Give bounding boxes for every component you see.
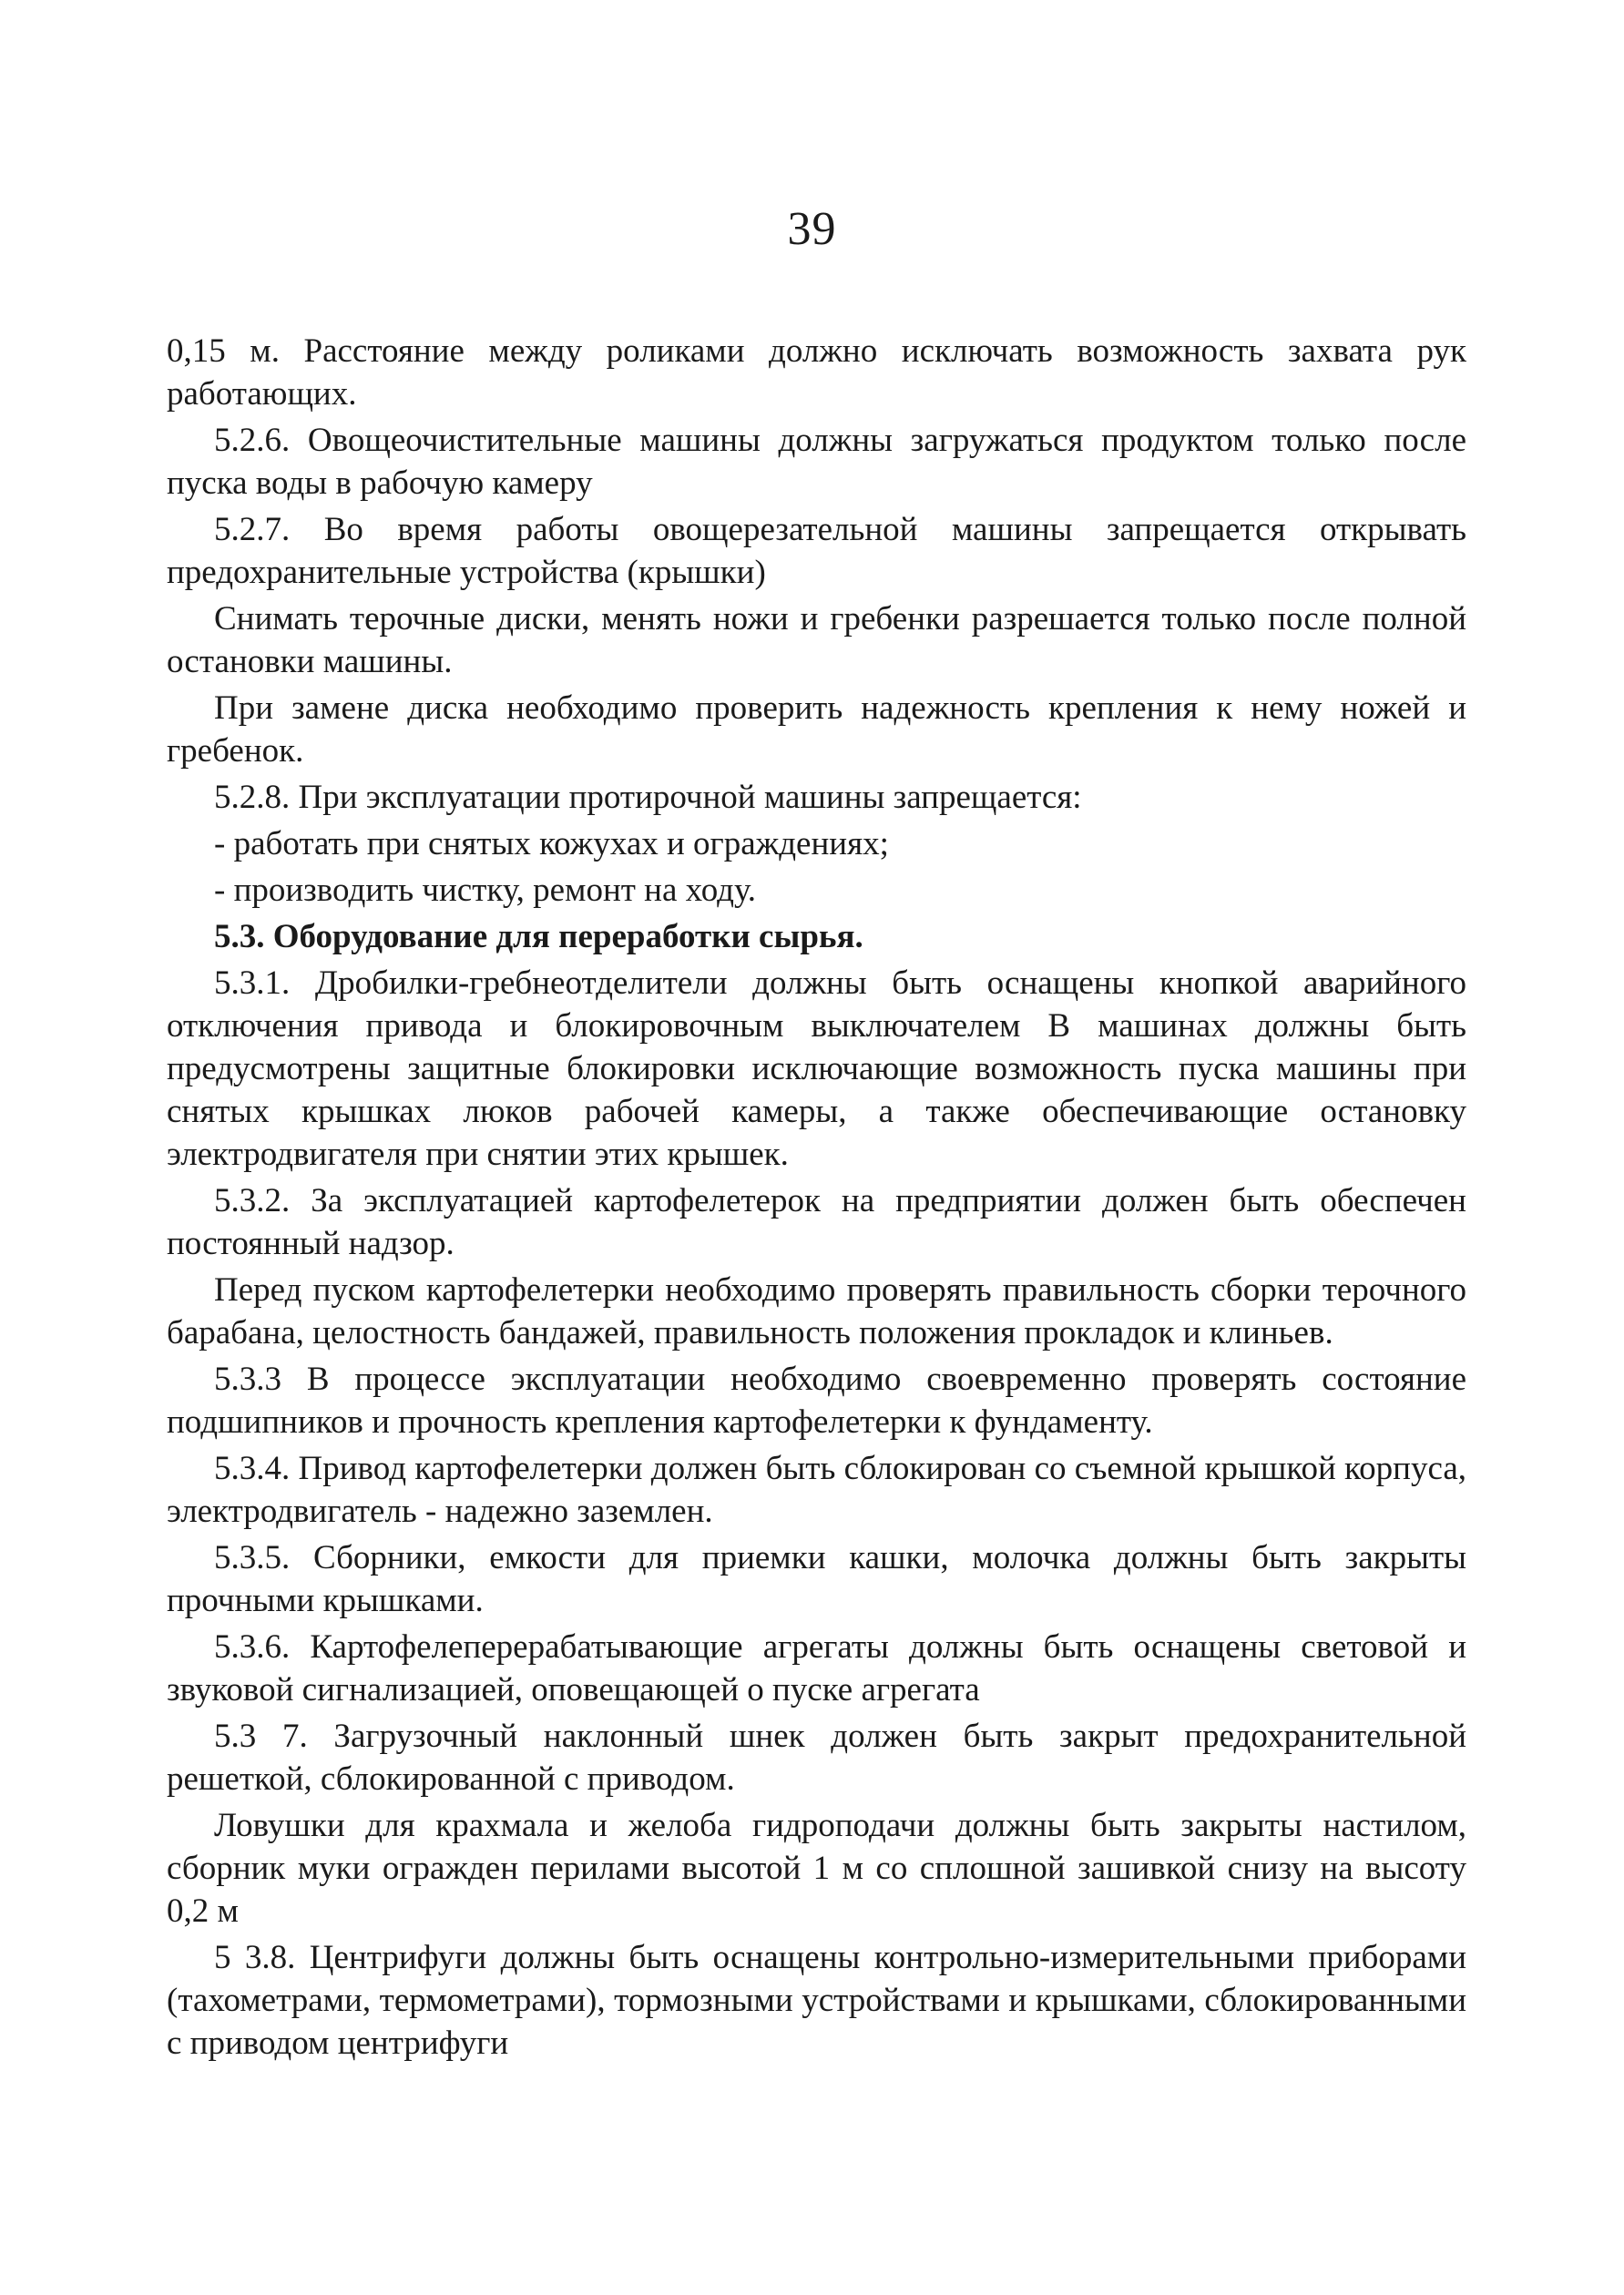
paragraph: 5.3.2. За эксплуатацией картофелетерок на предприятии должен быть обеспечен постоянный надзор. (167, 1182, 1466, 1262)
paragraph: 5.3.1. Дробилки-гребнеотделители должны быть оснащены кнопкой аварийного отключения привода и блокировочным выключателем В машинах должны быть предусмотрены защитные блокировки исключающие возможность пуска машины при снятых крышках люков рабочей камеры, а также обеспечивающие остановку электродвигателя при снятии этих крышек. (167, 964, 1466, 1173)
paragraph: Ловушки для крахмала и желоба гидроподачи должны быть закрыты настилом, сборник муки огражден перилами высотой 1 м со сплошной зашивкой снизу на высоту 0,2 м (167, 1807, 1466, 1930)
paragraph: 5.3.6. Картофелеперерабатывающие агрегаты должны быть оснащены световой и звуковой сигнализацией, оповещающей о пуске агрегата (167, 1628, 1466, 1708)
list-item: - производить чистку, ремонт на ходу. (214, 872, 757, 909)
paragraph: 5.3.3 В процессе эксплуатации необходимо своевременно проверять состояние подшипников и прочность крепления картофелетерки к фундаменту. (167, 1361, 1466, 1441)
paragraph: Снимать терочные диски, менять ножи и гребенки разрешается только после полной остановки машины. (167, 600, 1466, 680)
paragraph: 5.2.8. При эксплуатации протирочной машины запрещается: (214, 779, 1082, 816)
list-item: - работать при снятых кожухах и ограждениях; (214, 825, 889, 862)
paragraph: 5.2.6. Овощеочистительные машины должны загружаться продуктом только после пуска воды в рабочую камеру (167, 422, 1466, 502)
paragraph: 5.3.5. Сборники, емкости для приемки кашки, молочка должны быть закрыты прочными крышками. (167, 1539, 1466, 1619)
paragraph: 5 3.8. Центрифуги должны быть оснащены контрольно-измерительными приборами (тахометрами, термометрами), тормозными устройствами и крышками, сблокированными с приводом центрифуги (167, 1939, 1466, 2062)
body-text (167, 330, 1466, 2065)
paragraph: 5.3.4. Привод картофелетерки должен быть сблокирован со съемной крышкой корпуса, электродвигатель - надежно заземлен. (167, 1450, 1466, 1530)
paragraph: 0,15 м. Расстояние между роликами должно исключать возможность захвата рук работающих. (167, 332, 1466, 413)
paragraph: 5.3 7. Загрузочный наклонный шнек должен быть закрыт предохранительной решеткой, сблокированной с приводом. (167, 1718, 1466, 1798)
paragraph: Перед пуском картофелетерки необходимо проверять правильность сборки терочного барабана, целостность бандажей, правильность положения прокладок и клиньев. (167, 1271, 1466, 1352)
section-heading: 5.3. Оборудование для переработки сырья. (214, 918, 863, 955)
page-number: 39 (787, 203, 837, 255)
paragraph: 5.2.7. Во время работы овощерезательной машины запрещается открывать предохранительные устройства (крышки) (167, 511, 1466, 591)
paragraph: При замене диска необходимо проверить надежность крепления к нему ножей и гребенок. (167, 689, 1466, 770)
